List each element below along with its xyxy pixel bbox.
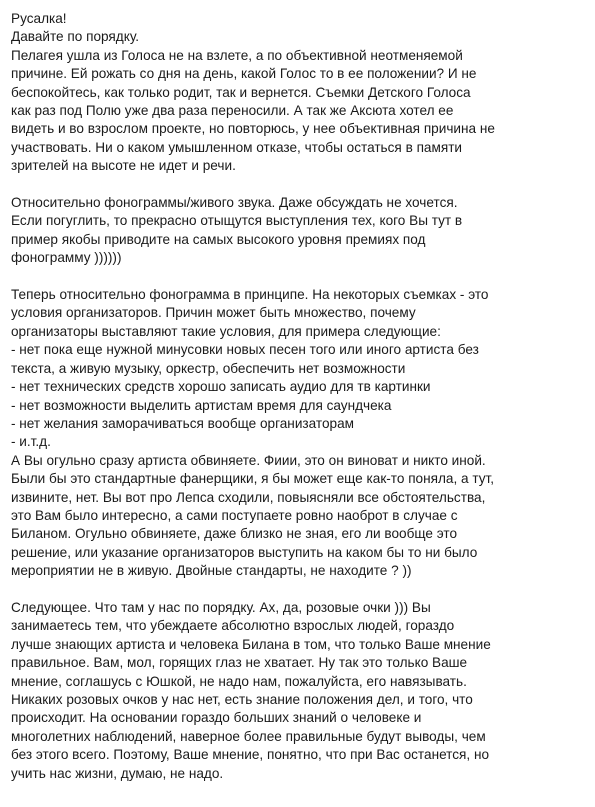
text-line: Если погуглить, то прекрасно отыщутся выступления тех, кого Вы тут в (11, 213, 463, 229)
message-text (11, 10, 589, 783)
text-line: текста, а живую музыку, оркестр, обеспечить нет возможности (11, 360, 406, 376)
text-line: условия организаторов. Причин может быть множество, почему (11, 305, 416, 321)
text-line: происходит. На основании гораздо больших знаний о человеке и (11, 710, 422, 726)
paragraph (11, 286, 589, 581)
text-line: многолетних наблюдений, наверное более правильные будут выводы, чем (11, 728, 486, 744)
text-line: - нет возможности выделить артистам время для саундчека (11, 397, 392, 413)
text-line: Пелагея ушла из Голоса не на взлете, а по объективной неотменяемой (11, 47, 463, 63)
text-line: мероприятии не в живую. Двойные стандарты, не находите ? )) (11, 563, 412, 579)
text-line: лучше знающих артиста и человека Билана в том, что только Ваше мнение (11, 636, 491, 652)
text-line: пример якобы приводите на самых высокого уровня премиях под (11, 231, 426, 247)
text-line: Следующее. Что там у нас по порядку. Ах, да, розовые очки ))) Вы (11, 599, 431, 615)
text-line: как раз под Полю уже два раза переносили. А так же Аксюта хотел ее (11, 103, 454, 119)
text-line: фонограмму )))))) (11, 250, 122, 266)
text-line: Относительно фонограммы/живого звука. Даже обсуждать не хочется. (11, 195, 458, 211)
text-line: мнение, соглашусь с Юшкой, не надо нам, пожалуйста, его навязывать. (11, 673, 467, 689)
text-line: видеть и во взрослом проекте, но повторюсь, у нее объективная причина не (11, 121, 495, 137)
text-line: Русалка! (11, 11, 67, 26)
text-line: извините, нет. Вы вот про Лепса сходили, повыясняли все обстоятельства, (11, 489, 486, 505)
paragraph (11, 194, 589, 268)
text-line: это Вам было интересно, а сами поступаете ровно наоброт в случае с (11, 507, 458, 523)
text-line: - нет технических средств хорошо записать аудио для тв картинки (11, 379, 431, 395)
text-line: - нет желания заморачиваться вообще организаторам (11, 415, 355, 431)
text-line: решение, или указание организаторов выступить на каком бы то ни было (11, 544, 478, 560)
text-line: занимаетесь тем, что убеждаете абсолютно взрослых людей, гораздо (11, 618, 455, 634)
text-line: Давайте по порядку. (11, 29, 140, 45)
text-line: зрителей на высоте не идет и речи. (11, 158, 236, 174)
text-line: Биланом. Огульно обвиняете, даже близко не зная, его ли вообще это (11, 526, 458, 542)
text-line: правильное. Вам, мол, горящих глаз не хватает. Ну так это только Ваше (11, 655, 468, 671)
text-line: Никаких розовых очков у нас нет, есть знание положения дел, и того, что (11, 691, 473, 707)
text-line: беспокойтесь, как только родит, так и вернется. Съемки Детского Голоса (11, 84, 471, 100)
text-line: Теперь относительно фонограмма в принципе. На некоторых съемках - это (11, 287, 489, 303)
paragraph (11, 10, 589, 176)
text-line: без этого всего. Поэтому, Ваше мнение, понятно, что при Вас останется, но (11, 747, 490, 763)
text-line: организаторы выставляют такие условия, для примера следующие: (11, 323, 441, 339)
text-line: участвовать. Ни о каком умышленном отказе, чтобы остаться в памяти (11, 139, 463, 155)
text-line: учить нас жизни, думаю, не надо. (11, 765, 224, 781)
paragraph (11, 599, 589, 783)
text-line: - нет пока еще нужной минусовки новых песен того или иного артиста без (11, 342, 479, 358)
text-line: - и.т.д. (11, 434, 51, 450)
text-line: Были бы это стандартные фанерщики, я бы может еще как-то поняла, а тут, (11, 471, 495, 487)
text-line: причине. Ей рожать со дня на день, какой Голос то в ее положении? И не (11, 66, 477, 82)
text-line: А Вы огульно сразу артиста обвиняете. Фиии, это он виноват и никто иной. (11, 452, 486, 468)
